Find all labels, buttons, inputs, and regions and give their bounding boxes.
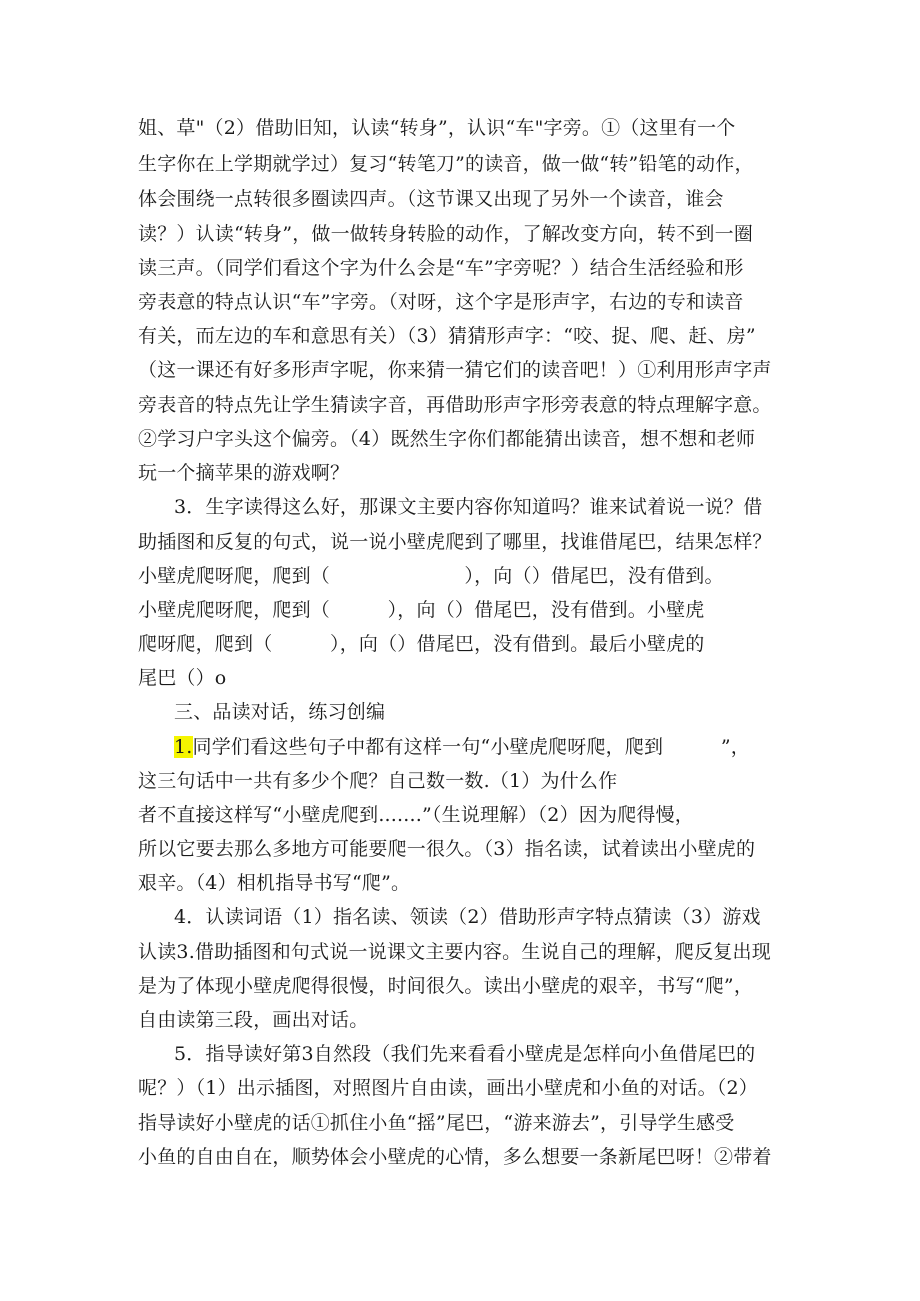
text-line: 助插图和反复的句式，说一说小壁虎爬到了哪里，找谁借尾巴，结果怎样？ (138, 531, 772, 553)
highlighted-number: 1. (174, 736, 193, 758)
text-line: 者不直接这样写“小壁虎爬到.......”（生说理解）（2）因为爬得慢， (138, 804, 694, 826)
text-line: 爬呀爬，爬到（ ），向（）借尾巴，没有借到。最后小壁虎的 (138, 633, 705, 655)
text-line: 呢？）（1）出示插图，对照图片自由读，画出小壁虎和小鱼的对话。（2） (138, 1077, 758, 1099)
text-line: 小鱼的自由自在，顺势体会小壁虎的心情，多么想要一条新尾巴呀！②带着 (138, 1146, 772, 1168)
text-line: 这三句话中一共有多少个爬？自己数一数.（1）为什么作 (138, 770, 618, 792)
text-line: 体会围绕一点转很多圈读四声。（这节课又出现了另外一个读音，谁会 (138, 188, 724, 210)
text-line: 艰辛。（4）相机指导书写“爬”。 (138, 872, 411, 894)
text-line: 读？）认读“转身”，做一做转身转脸的动作，了解改变方向，转不到一圈 (138, 223, 754, 245)
text-line: 有关，而左边的车和意思有关）（3）猜猜形声字：“咬、捉、爬、赶、房” (138, 325, 756, 347)
text-line: 是为了体现小壁虎爬得很慢，时间很久。读出小壁虎的艰辛，书写“爬”， (138, 975, 754, 997)
text-line: （这一课还有好多形声字呢，你来猜一猜它们的读音吧！）①利用形声字声 (138, 359, 772, 381)
text-line-content: 同学们看这些句子中都有这样一句“小壁虎爬呀爬，爬到 ”， (192, 736, 750, 758)
text-line: 所以它要去那么多地方可能要爬一很久。（3）指名读，试着读出小壁虎的 (138, 838, 756, 860)
text-line: 旁表音的特点先让学生猜读字音，再借助形声字形旁表意的特点理解字意。 (138, 394, 772, 416)
text-line: 生字你在上学期就学过）复习“转笔刀”的读音，做一做“转”铅笔的动作， (138, 153, 754, 175)
text-line: 4．认读词语（1）指名读、领读（2）借助形声字特点猜读（3）游戏 (174, 906, 761, 928)
text-line: 自由读第三段，画出对话。 (138, 1009, 369, 1031)
text-line: 小壁虎爬呀爬，爬到（ ），向（）借尾巴，没有借到。小壁虎 (138, 599, 705, 621)
section-heading: 三、品读对话，练习创编 (174, 701, 386, 723)
text-line: 3．生字读得这么好，那课文主要内容你知道吗？谁来试着说一说？借 (174, 496, 763, 518)
text-line (174, 735, 750, 759)
text-line: 旁表意的特点认识“车”字旁。（对呀，这个字是形声字，右边的专和读音 (138, 291, 744, 313)
text-line: 尾巴（）o (138, 667, 227, 689)
text-line: 认读3.借助插图和句式说一说课文主要内容。生说自己的理解，爬反复出现 (138, 941, 771, 963)
text-line: 指导读好小壁虎的话①抓住小鱼“摇”尾巴，“游来游去”，引导学生感受 (138, 1112, 735, 1134)
text-line: 玩一个摘苹果的游戏啊？ (138, 462, 350, 484)
text-line: 姐、草"（2）借助旧知，认读“转身”，认识“车"字旁。①（这里有一个 (138, 117, 736, 139)
text-line: ②学习户字头这个偏旁。（4）既然生字你们都能猜出读音，想不想和老师 (138, 428, 756, 450)
text-line: 小壁虎爬呀爬，爬到（ ），向（）借尾巴，没有借到。 (138, 565, 724, 587)
text-line: 读三声。（同学们看这个字为什么会是“车”字旁呢？）结合生活经验和形 (138, 257, 744, 279)
text-line: 5．指导读好第3自然段（我们先来看看小壁虎是怎样向小鱼借尾巴的 (174, 1043, 756, 1065)
